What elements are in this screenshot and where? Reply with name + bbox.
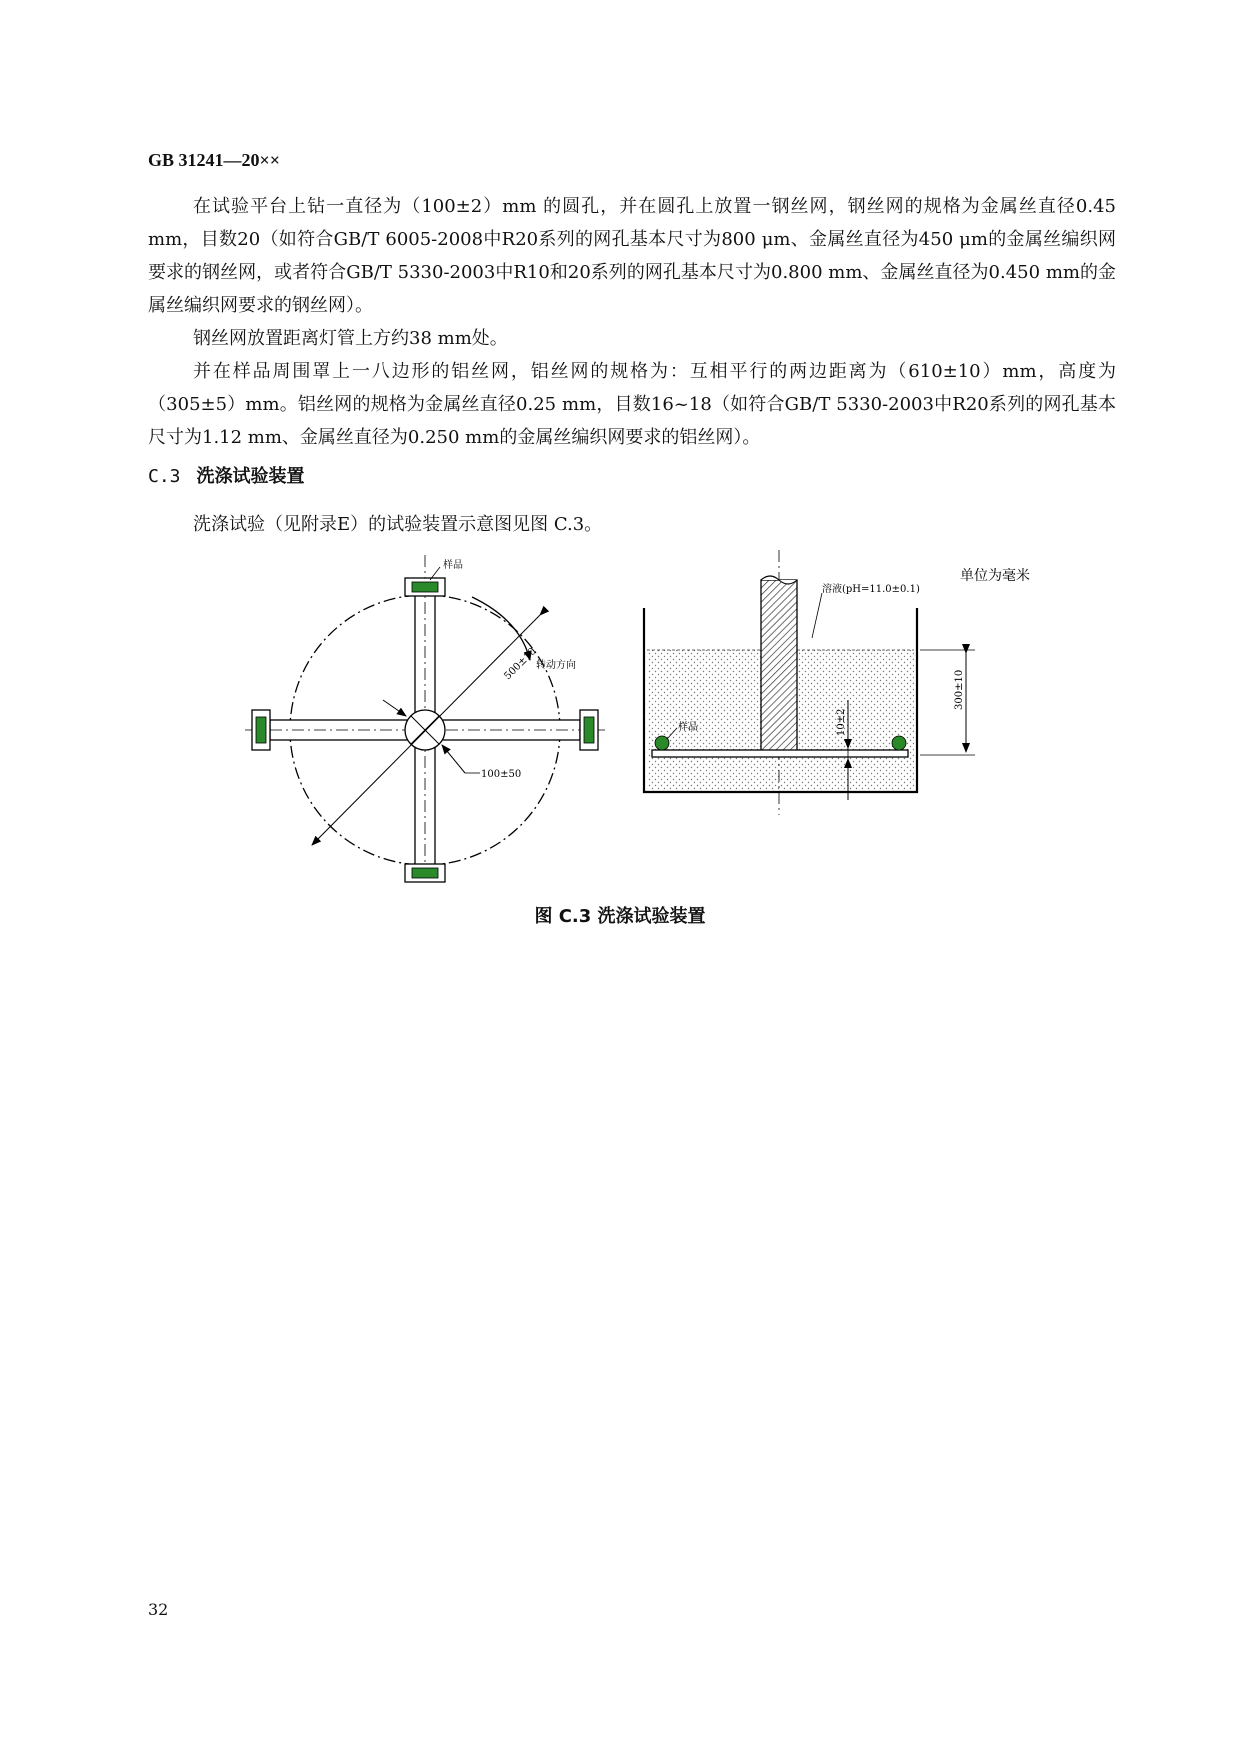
- body-text: [148, 190, 1116, 454]
- figure-drawing: [240, 550, 1050, 885]
- figure-washing-apparatus: [240, 550, 1050, 885]
- label-sample-right: 样品: [678, 722, 698, 733]
- paragraph-mesh-distance: 钢丝网放置距离灯管上方约38 mm处。: [193, 328, 508, 349]
- label-dim-height: 10±2: [836, 708, 847, 736]
- sample-left: [256, 717, 266, 743]
- sample-right-ball: [892, 736, 906, 750]
- standard-code: GB 31241—20××: [148, 150, 281, 170]
- paragraph-aluminum-mesh: 并在样品周围罩上一八边形的铝丝网，铝丝网的规格为：互相平行的两边距离为（610±10）mm，高度为（305±5）mm。铝丝网的规格为金属丝直径0.25 mm，目数16~18（如符合GB/T 5330-2003中R20系列的网孔基本尺寸为1.12 mm、金属丝直径为0.250 mm的金属丝编织网要求的铝丝网）。: [148, 361, 1116, 448]
- section-title: 洗涤试验装置: [196, 466, 305, 487]
- sample-right: [584, 717, 594, 743]
- rotating-plate: [652, 750, 908, 757]
- rotor-view: [245, 555, 605, 882]
- label-sample-left: 样品: [443, 560, 463, 571]
- figure-caption: 图 C.3 洗涤试验装置: [534, 906, 706, 927]
- section-number: C.3: [148, 466, 181, 487]
- label-units: 单位为毫米: [960, 568, 1030, 584]
- paragraph-steel-mesh: 在试验平台上钻一直径为（100±2）mm 的圆孔，并在圆孔上放置一钢丝网，钢丝网的规格为金属丝直径0.45 mm，目数20（如符合GB/T 6005-2008中R20系列的网孔基本尺寸为800 μm、金属丝直径为450 μm的金属丝编织网要求的钢丝网，或者符合GB/T 5330-2003中R10和20系列的网孔基本尺寸为0.800 mm、金属丝直径为0.450 mm的金属丝编织网要求的钢丝网）。: [148, 196, 1116, 316]
- page-number: 32: [148, 1600, 169, 1619]
- label-rotation: 转动方向: [536, 660, 576, 671]
- section-heading: [148, 462, 305, 488]
- label-dim-depth: 300±10: [954, 669, 965, 710]
- label-solution: 溶液(pH=11.0±0.1): [822, 584, 920, 595]
- intro-text: 洗涤试验（见附录E）的试验装置示意图见图 C.3。: [193, 514, 603, 535]
- sample-bottom: [412, 868, 438, 878]
- tank-section: [644, 550, 1030, 815]
- sample-left-ball: [655, 736, 669, 750]
- label-dim-hub: 100±50: [481, 769, 522, 780]
- sample-top: [412, 582, 438, 592]
- label-dim-radius: 500±10: [502, 645, 539, 683]
- shaft: [761, 580, 797, 752]
